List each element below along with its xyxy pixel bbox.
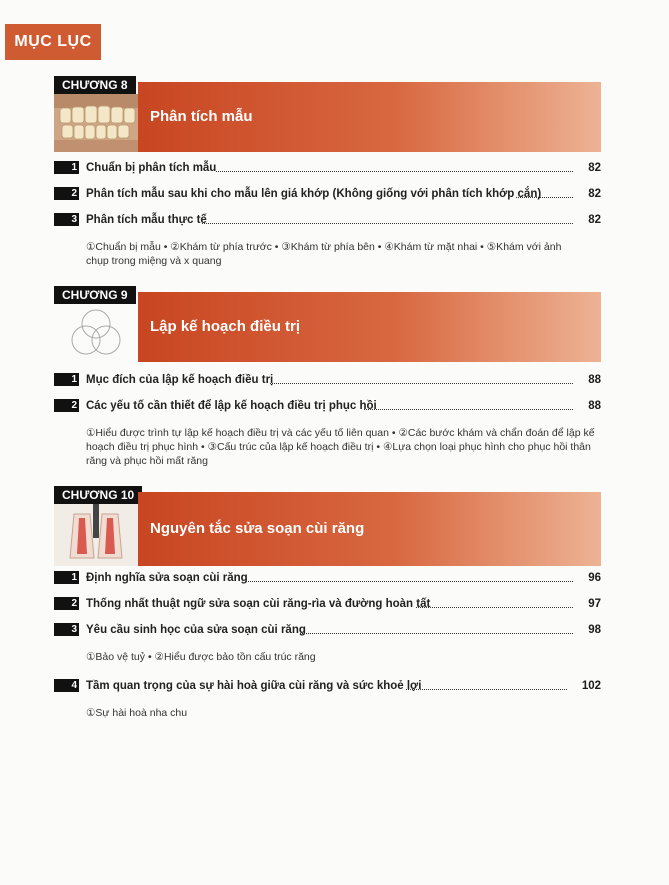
chapter-title: Nguyên tắc sửa soạn cùi răng — [150, 520, 365, 537]
venn-diagram-icon — [54, 304, 138, 362]
entry-title: Thống nhất thuật ngữ sửa soạn cùi răng-rìa và đường hoàn tất — [86, 598, 431, 610]
dot-leader — [406, 689, 567, 690]
chapter-banner — [138, 492, 601, 566]
entry-page: 98 — [588, 624, 601, 636]
toc-entry[interactable] — [54, 186, 601, 202]
dot-leader — [416, 607, 573, 608]
entry-number: 4 — [54, 679, 79, 692]
chapter-9-header — [54, 286, 601, 362]
toc-entry[interactable] — [54, 678, 601, 694]
dot-leader — [300, 633, 573, 634]
chapter-label: CHƯƠNG 10 — [54, 486, 142, 504]
entry-title: Yêu cầu sinh học của sửa soạn cùi răng — [86, 624, 306, 636]
entry-page: 82 — [588, 214, 601, 226]
entry-title: Tầm quan trọng của sự hài hoà giữa cùi răng và sức khoẻ lợi — [86, 680, 422, 692]
subtopic-line: ①Bảo vệ tuỷ • ②Hiểu được bảo tồn cấu trúc răng — [86, 651, 316, 663]
subtopics — [86, 240, 590, 268]
entry-page: 88 — [588, 374, 601, 386]
dot-leader — [216, 171, 573, 172]
toc-header: MỤC LỤC — [5, 24, 101, 60]
entry-title: Phân tích mẫu sau khi cho mẫu lên giá khớp (Không giống với phân tích khớp cắn) — [86, 188, 542, 200]
entry-page: 88 — [588, 400, 601, 412]
chapter-banner — [138, 82, 601, 152]
dot-leader — [246, 581, 573, 582]
subtopics — [86, 706, 590, 720]
dot-leader — [516, 197, 573, 198]
entry-title: Định nghĩa sửa soạn cùi răng — [86, 572, 248, 584]
entry-title: Phân tích mẫu thực tế — [86, 214, 207, 226]
entry-number: 1 — [54, 161, 79, 174]
entry-page: 96 — [588, 572, 601, 584]
entry-page: 97 — [588, 598, 601, 610]
dot-leader — [270, 383, 573, 384]
entry-number: 3 — [54, 623, 79, 636]
entry-number: 1 — [54, 373, 79, 386]
entry-number: 1 — [54, 571, 79, 584]
entry-title: Chuẩn bị phân tích mẫu — [86, 162, 217, 174]
toc-entry[interactable] — [54, 212, 601, 228]
chapter-title: Phân tích mẫu — [150, 108, 253, 125]
subtopic-line: chụp trong miệng và x quang — [86, 255, 222, 267]
toc-entry[interactable] — [54, 596, 601, 612]
entry-page: 102 — [581, 680, 601, 692]
subtopic-line: răng và phục hồi mất răng — [86, 455, 208, 467]
entry-number: 2 — [54, 399, 79, 412]
entry-number: 2 — [54, 187, 79, 200]
subtopics — [86, 426, 595, 468]
teeth-photo-icon — [54, 94, 138, 152]
subtopic-line: hoạch điều trị phục hình • ③Cấu trúc của lập kế hoạch điều trị • ④Lựa chọn loại phục hình cho phục hồi thân — [86, 441, 591, 453]
entry-number: 3 — [54, 213, 79, 226]
chapter-label: CHƯƠNG 9 — [54, 286, 136, 304]
entry-page: 82 — [588, 162, 601, 174]
chapter-title: Lập kế hoạch điều trị — [150, 318, 301, 335]
toc-entry[interactable] — [54, 398, 601, 414]
chapter-label: CHƯƠNG 8 — [54, 76, 136, 94]
toc-entry[interactable] — [54, 570, 601, 586]
subtopic-line: ①Sự hài hoà nha chu — [86, 707, 188, 719]
chapter-10-header — [54, 486, 601, 566]
dot-leader — [364, 409, 573, 410]
toc-entry[interactable] — [54, 622, 601, 638]
dot-leader — [202, 223, 573, 224]
entry-page: 82 — [588, 188, 601, 200]
entry-title: Các yếu tố cần thiết để lập kế hoạch điều trị phục hồi — [86, 400, 377, 412]
subtopic-line: ①Hiểu được trình tự lập kế hoạch điều trị và các yếu tố liên quan • ②Các bước khám và chẩn đoán để lập kế — [86, 427, 595, 439]
toc-entry[interactable] — [54, 372, 601, 388]
entry-number: 2 — [54, 597, 79, 610]
tooth-section-icon — [54, 504, 138, 566]
chapter-8-header — [54, 76, 601, 152]
subtopics — [86, 650, 590, 664]
entry-title: Mục đích của lập kế hoạch điều trị — [86, 374, 274, 386]
chapter-banner — [138, 292, 601, 362]
toc-entry[interactable] — [54, 160, 601, 176]
subtopic-line: ①Chuẩn bị mẫu • ②Khám từ phía trước • ③Khám từ phía bên • ④Khám từ mặt nhai • ⑤Khám với ảnh — [86, 241, 562, 253]
